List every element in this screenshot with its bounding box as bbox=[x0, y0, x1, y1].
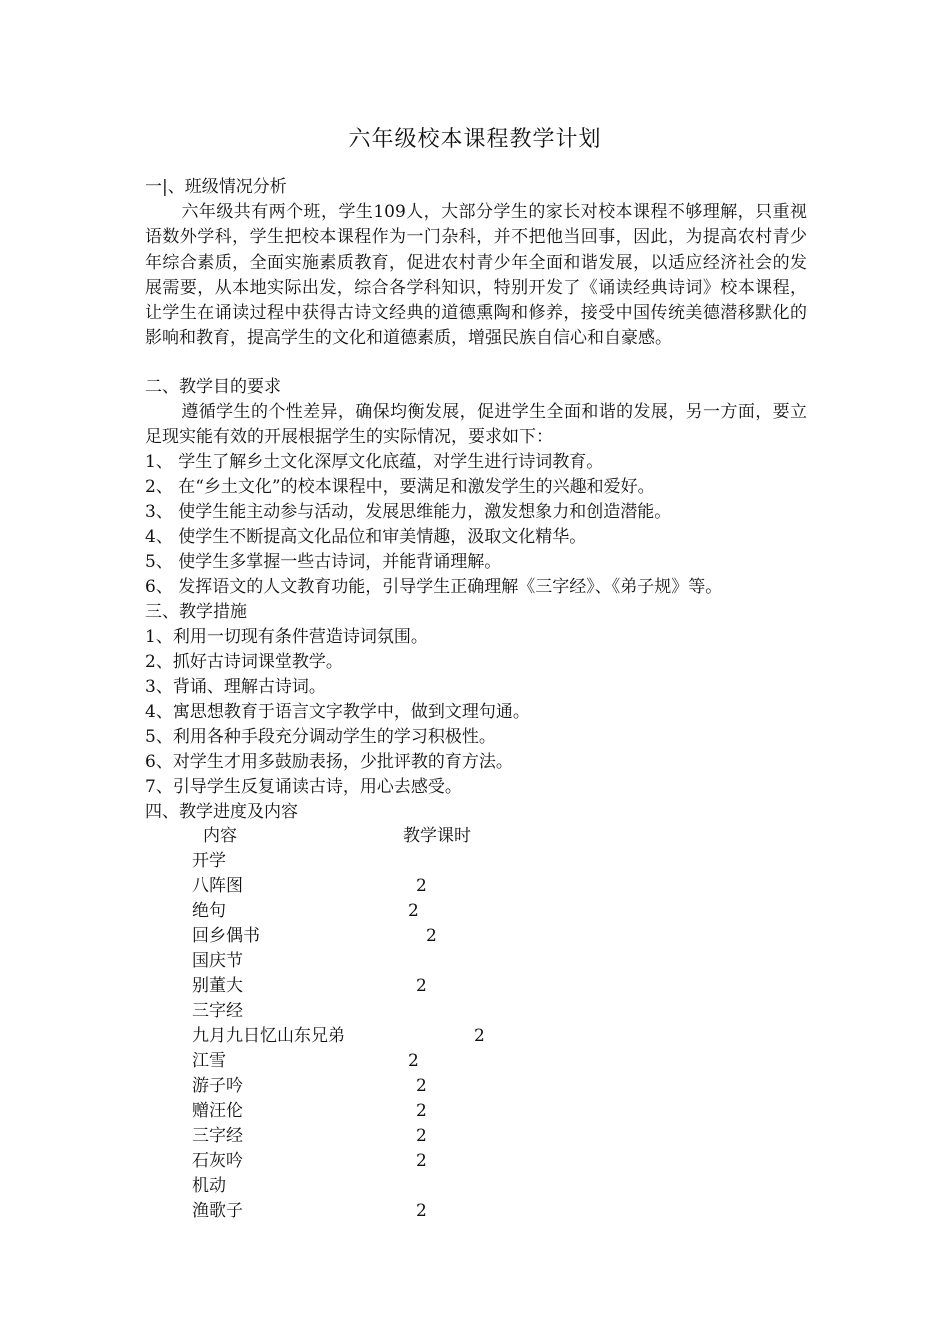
schedule-row-content: 游子吟 bbox=[192, 1076, 243, 1096]
schedule-row-content: 渔歌子 bbox=[192, 1201, 243, 1221]
schedule-row-hours: 2 bbox=[426, 926, 437, 946]
requirement-item: 5、 使学生多掌握一些古诗词，并能背诵理解。 bbox=[145, 552, 502, 572]
section-heading-2: 二、教学目的要求 bbox=[145, 377, 281, 397]
schedule-row-content: 开学 bbox=[192, 851, 226, 871]
section-2-paragraph bbox=[145, 400, 807, 451]
schedule-row-content: 三字经 bbox=[192, 1126, 243, 1146]
measure-item: 2、抓好古诗词课堂教学。 bbox=[145, 652, 343, 672]
schedule-row-content: 国庆节 bbox=[192, 951, 243, 971]
schedule-header-content: 内容 bbox=[203, 826, 237, 846]
schedule-row-hours: 2 bbox=[416, 1126, 427, 1146]
section-heading-3: 三、教学措施 bbox=[145, 602, 247, 622]
schedule-row-content: 绝句 bbox=[192, 901, 226, 921]
schedule-row-hours: 2 bbox=[416, 1101, 427, 1121]
schedule-row-content: 九月九日忆山东兄弟 bbox=[192, 1026, 345, 1046]
measure-item: 6、对学生才用多鼓励表扬，少批评教的育方法。 bbox=[145, 752, 513, 772]
measure-item: 7、引导学生反复诵读古诗，用心去感受。 bbox=[145, 777, 462, 797]
schedule-row-hours: 2 bbox=[408, 901, 419, 921]
schedule-row-content: 三字经 bbox=[192, 1001, 243, 1021]
requirement-item: 2、 在“乡土文化”的校本课程中，要满足和激发学生的兴趣和爱好。 bbox=[145, 477, 655, 497]
schedule-row-hours: 2 bbox=[416, 1201, 427, 1221]
section-1-paragraph bbox=[145, 200, 807, 352]
schedule-row-content: 别董大 bbox=[192, 976, 243, 996]
measure-item: 4、寓思想教育于语言文字教学中，做到文理句通。 bbox=[145, 702, 530, 722]
measure-item: 1、利用一切现有条件营造诗词氛围。 bbox=[145, 627, 428, 647]
schedule-row-content: 赠汪伦 bbox=[192, 1101, 243, 1121]
schedule-row-hours: 2 bbox=[416, 976, 427, 996]
requirement-item: 3、 使学生能主动参与活动，发展思维能力，激发想象力和创造潜能。 bbox=[145, 502, 672, 522]
requirement-item: 1、 学生了解乡土文化深厚文化底蕴，对学生进行诗词教育。 bbox=[145, 452, 604, 472]
schedule-row-hours: 2 bbox=[474, 1026, 485, 1046]
schedule-row-hours: 2 bbox=[416, 876, 427, 896]
measure-item: 5、利用各种手段充分调动学生的学习积极性。 bbox=[145, 727, 496, 747]
schedule-row-hours: 2 bbox=[408, 1051, 419, 1071]
document-title: 六年级校本课程教学计划 bbox=[348, 127, 602, 152]
schedule-row-content: 江雪 bbox=[192, 1051, 226, 1071]
section-heading-1: 一|、班级情况分析 bbox=[145, 177, 287, 197]
schedule-row-content: 机动 bbox=[192, 1176, 226, 1196]
section-2-paragraph-text: 遵循学生的个性差异，确保均衡发展，促进学生全面和谐的发展，另一方面，要立足现实能有效的开展根据学生的实际情况，要求如下： bbox=[145, 402, 807, 448]
schedule-row-hours: 2 bbox=[416, 1076, 427, 1096]
section-1-paragraph-text: 六年级共有两个班，学生109人，大部分学生的家长对校本课程不够理解，只重视语数外学科，学生把校本课程作为一门杂科，并不把他当回事，因此，为提高农村青少年综合素质，全面实施素质教育，促进农村青少年全面和谐发展，以适应经济社会的发展需要，从本地实际出发，综合各学科知识，特别开发了《诵读经典诗词》校本课程，让学生在诵读过程中获得古诗文经典的道德熏陶和修养，接受中国传统美德潜移默化的影响和教育，提高学生的文化和道德素质，增强民族自信心和自豪感。 bbox=[145, 202, 807, 349]
schedule-row-content: 石灰吟 bbox=[192, 1151, 243, 1171]
measure-item: 3、背诵、理解古诗词。 bbox=[145, 677, 326, 697]
section-heading-4: 四、教学进度及内容 bbox=[145, 802, 298, 822]
schedule-row-content: 回乡偶书 bbox=[192, 926, 260, 946]
schedule-header-hours: 教学课时 bbox=[403, 826, 471, 846]
schedule-row-content: 八阵图 bbox=[192, 876, 243, 896]
schedule-row-hours: 2 bbox=[416, 1151, 427, 1171]
requirement-item: 4、 使学生不断提高文化品位和审美情趣，汲取文化精华。 bbox=[145, 527, 587, 547]
requirement-item: 6、 发挥语文的人文教育功能，引导学生正确理解《三字经》、《弟子规》等。 bbox=[145, 577, 723, 597]
